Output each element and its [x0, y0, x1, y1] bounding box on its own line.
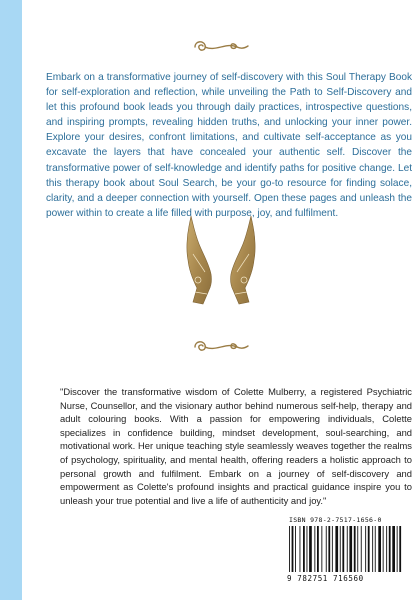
book-description: Embark on a transformative journey of self-discovery with this Soul Therapy Book for self-exploration and reflection, while unveiling the Path to Self-Discovery and let this profound book leads you through daily practices, introspective questions, and inspiring prompts, revealing hidden truths, and unlocking your inner power. Explore your desires, confront limitations, and cultivate self-acceptance as you excavate the layers that have concealed your authentic self. Discover the transformative power of self-knowledge and identify paths for positive change. Let this therapy book about Soul Search, be your go-to resource for finding solace, clarity, and a deeper connection with yourself. Open these pages and unleash the power within to create a life filled with purpose, joy, and fulfilment.: [46, 72, 412, 219]
swirl-flourish-icon: [191, 38, 251, 56]
swirl-flourish-icon: [191, 338, 251, 356]
author-bio: "Discover the transformative wisdom of Colette Mulberry, a registered Psychiatric Nurse, Counsellor, and the visionary author behind numerous self-help, therapy and adult colouring books. With a passion for empowering individuals, Colette specializes in confidence building, mindset development, soul-searching, and motivational work. Her unique teaching style seamlessly weaves together the realms of psychology, spirituality, and mental health, offering readers a holistic approach to personal growth and fulfilment. Embark on a journey of self-discovery and empowerment as Colette's profound insights and practical guidance inspire you to unleash your true potential and live a life of authenticity and joy.": [60, 386, 412, 506]
praying-hands-icon: [183, 214, 259, 311]
barcode-label: [281, 514, 415, 592]
ean-digits: 9 782751 716560: [287, 574, 364, 583]
barcode: [287, 526, 409, 574]
isbn-text: ISBN 978-2-7517-1656-0: [289, 516, 382, 524]
back-cover: [22, 0, 420, 600]
